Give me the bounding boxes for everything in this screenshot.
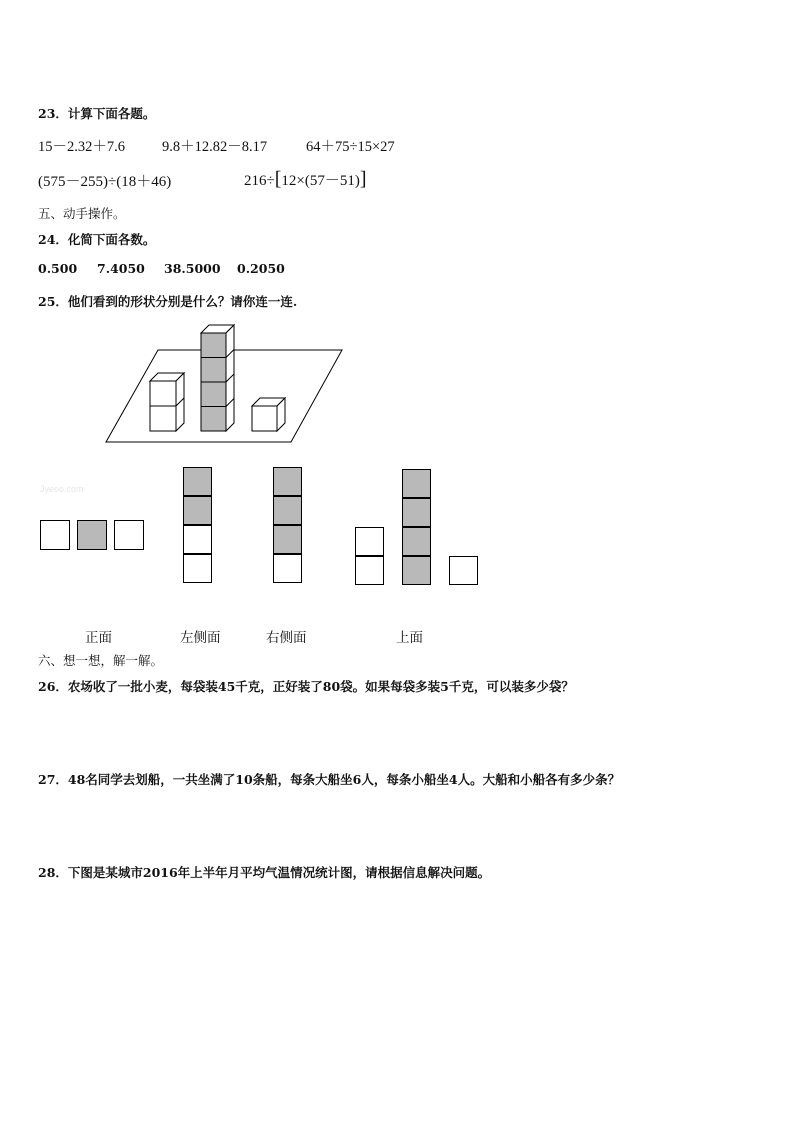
view-square-gray	[77, 520, 107, 550]
q23-title: 23．计算下面各题。	[38, 106, 156, 121]
left-cube-stack	[150, 373, 184, 431]
q23-expr-2: 9.8＋12.82－8.17	[162, 139, 268, 155]
view-square-gray	[402, 498, 431, 527]
q25-title: 25．他们看到的形状分别是什么？请你连一连.	[38, 294, 298, 309]
view-square	[183, 554, 212, 583]
view-square	[355, 556, 384, 585]
view-square	[449, 556, 478, 585]
q24-number-4: 0.2050	[237, 261, 285, 276]
view-square-gray	[273, 496, 302, 525]
view-square-gray	[273, 467, 302, 496]
view-square	[273, 554, 302, 583]
right-single-cube	[252, 398, 285, 431]
watermark: Jyeoo.com	[40, 484, 84, 494]
q23-expr-1: 15－2.32＋7.6	[38, 139, 125, 155]
view-square	[40, 520, 70, 550]
label-top-view[interactable]: 上面	[396, 630, 423, 646]
view-square-gray	[183, 496, 212, 525]
q23-expr-5-inner: 12×(57－51)	[281, 173, 360, 189]
view-square-gray	[402, 527, 431, 556]
q24-title: 24．化简下面各数。	[38, 232, 156, 247]
q23-expr-5-prefix: 216÷	[244, 173, 275, 189]
label-front-view[interactable]: 正面	[85, 630, 112, 646]
view-square	[355, 527, 384, 556]
q23-expr-4: (575－255)÷(18＋46)	[38, 174, 172, 190]
q23-expr-3: 64＋75÷15×27	[306, 139, 395, 155]
view-square	[183, 525, 212, 554]
middle-cube-stack	[201, 325, 234, 431]
view-square-gray	[183, 467, 212, 496]
bracket-left: [	[274, 168, 282, 190]
section-5-heading: 五、动手操作。	[38, 206, 126, 221]
label-right-view[interactable]: 右侧面	[266, 630, 307, 646]
q27-text: 27．48名同学去划船，一共坐满了10条船，每条大船坐6人，每条小船坐4人。大船和小船各有多少条？	[38, 772, 621, 787]
q24-number-1: 0.500	[38, 261, 78, 276]
view-square-gray	[273, 525, 302, 554]
q28-text: 28．下图是某城市2016年上半年月平均气温情况统计图，请根据信息解决问题。	[38, 865, 491, 880]
q24-number-2: 7.4050	[97, 261, 145, 276]
view-square-gray	[402, 556, 431, 585]
label-left-view[interactable]: 左侧面	[180, 630, 221, 646]
view-square-gray	[402, 469, 431, 498]
view-square	[114, 520, 144, 550]
q23-expr-5	[244, 168, 367, 191]
q24-number-3: 38.5000	[164, 261, 221, 276]
q26-text: 26．农场收了一批小麦，每袋装45千克，正好装了80袋。如果每袋多装5千克，可以装多少袋？	[38, 679, 574, 694]
bracket-right: ]	[359, 168, 367, 190]
section-6-heading: 六、想一想，解一解。	[38, 653, 164, 668]
cube-arrangement-figure	[100, 320, 350, 450]
